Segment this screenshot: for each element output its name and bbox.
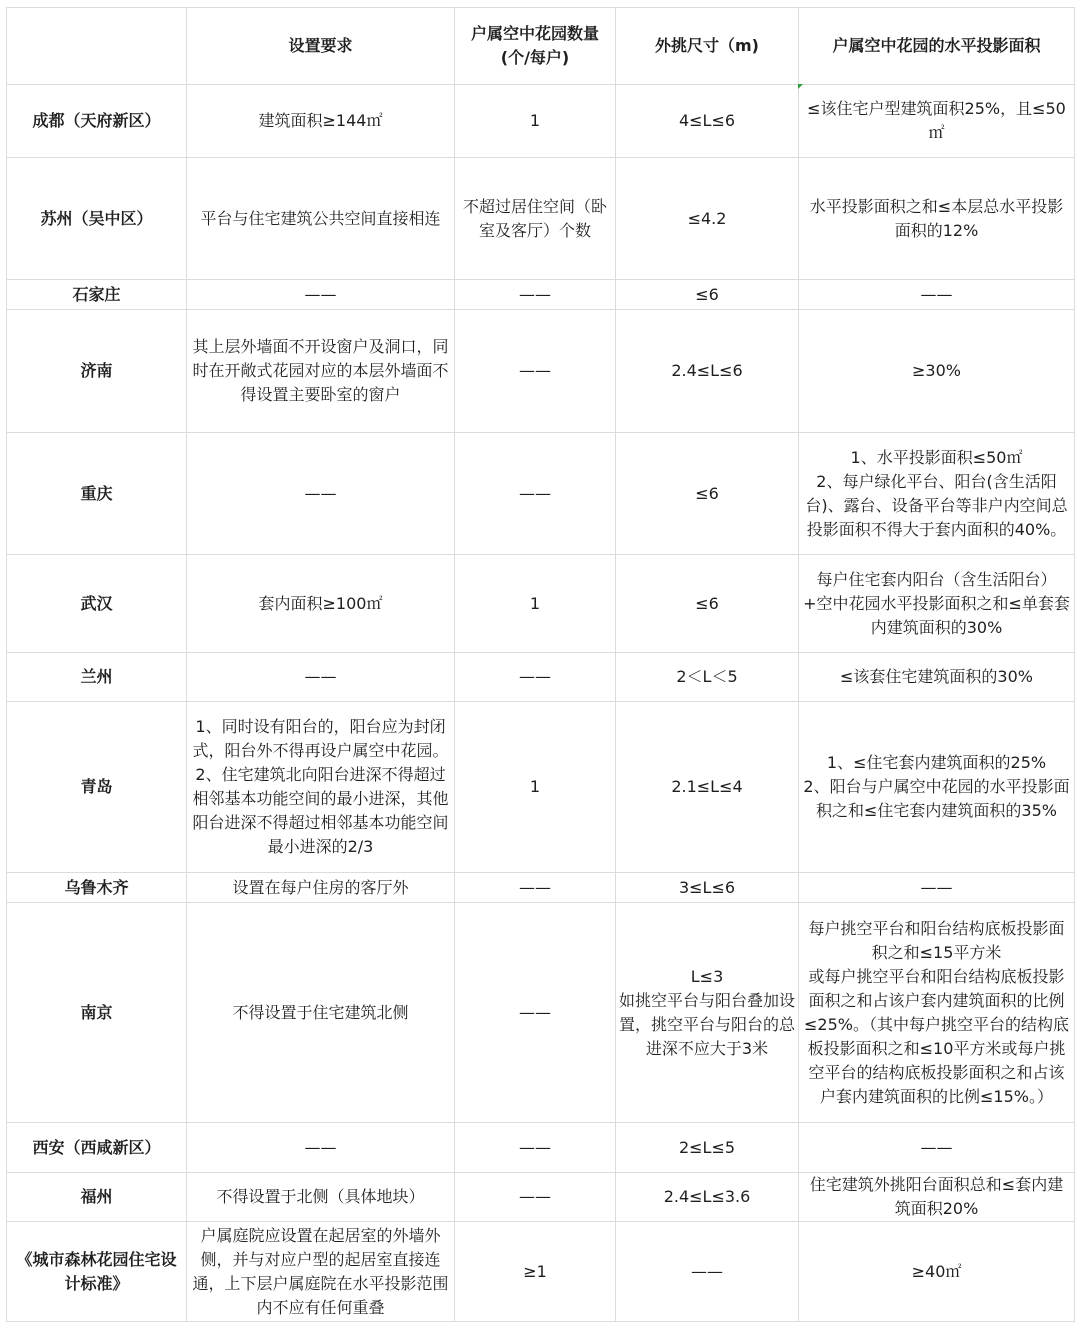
table-row bbox=[7, 702, 1075, 873]
cell-requirement: 建筑面积≥144㎡ bbox=[187, 85, 455, 158]
cell-requirement: 平台与住宅建筑公共空间直接相连 bbox=[187, 158, 455, 280]
cell-overhang: 2＜L＜5 bbox=[616, 653, 799, 702]
cell-area: —— bbox=[799, 280, 1075, 310]
cell-requirement: —— bbox=[187, 653, 455, 702]
cell-area: ≤该住宅户型建筑面积25%，且≤50㎡ bbox=[799, 85, 1075, 158]
header-requirement: 设置要求 bbox=[187, 8, 455, 85]
cell-overhang: 4≤L≤6 bbox=[616, 85, 799, 158]
table-row bbox=[7, 1123, 1075, 1173]
table-row bbox=[7, 653, 1075, 702]
header-area: 户属空中花园的水平投影面积 bbox=[799, 8, 1075, 85]
header-row bbox=[7, 8, 1075, 85]
cell-overhang: 2.4≤L≤6 bbox=[616, 310, 799, 433]
cell-count: —— bbox=[455, 1173, 616, 1222]
cell-overhang: 2.4≤L≤3.6 bbox=[616, 1173, 799, 1222]
cell-requirement: 户属庭院应设置在起居室的外墙外侧，并与对应户型的起居室直接连通，上下层户属庭院在水平投影范围内不应有任何重叠 bbox=[187, 1222, 455, 1322]
cell-city: 《城市森林花园住宅设计标准》 bbox=[7, 1222, 187, 1322]
requirements-table bbox=[6, 7, 1075, 1322]
cell-city: 成都（天府新区） bbox=[7, 85, 187, 158]
cell-area: —— bbox=[799, 1123, 1075, 1173]
cell-requirement: 不得设置于北侧（具体地块） bbox=[187, 1173, 455, 1222]
cell-requirement: —— bbox=[187, 1123, 455, 1173]
cell-city: 石家庄 bbox=[7, 280, 187, 310]
cell-area: —— bbox=[799, 873, 1075, 903]
table-row bbox=[7, 280, 1075, 310]
cell-overhang: ≤4.2 bbox=[616, 158, 799, 280]
cell-area: ≥40㎡ bbox=[799, 1222, 1075, 1322]
header-count-line1: 户属空中花园数量 bbox=[470, 24, 599, 43]
cell-requirement: 不得设置于住宅建筑北侧 bbox=[187, 903, 455, 1123]
cell-count: 不超过居住空间（卧室及客厅）个数 bbox=[455, 158, 616, 280]
cell-count: —— bbox=[455, 873, 616, 903]
cell-overhang: —— bbox=[616, 1222, 799, 1322]
cell-area: 每户挑空平台和阳台结构底板投影面积之和≤15平方米 或每户挑空平台和阳台结构底板投影面积之和占该户套内建筑面积的比例≤25%。（其中每户挑空平台的结构底板投影面积之和≤10平方米或每户挑空平台的结构底板投影面积之和占该户套内建筑面积的比例≤15%。） bbox=[799, 903, 1075, 1123]
cell-area: 1、水平投影面积≤50㎡ 2、每户绿化平台、阳台(含生活阳台)、露台、设备平台等非户内空间总投影面积不得大于套内面积的40%。 bbox=[799, 433, 1075, 555]
table-row bbox=[7, 555, 1075, 653]
cell-overhang: ≤6 bbox=[616, 280, 799, 310]
table-row bbox=[7, 1222, 1075, 1322]
cell-overhang: 3≤L≤6 bbox=[616, 873, 799, 903]
table-row bbox=[7, 85, 1075, 158]
header-count-line2: (个/每户) bbox=[500, 48, 570, 67]
cell-count: —— bbox=[455, 1123, 616, 1173]
table-row bbox=[7, 873, 1075, 903]
header-count bbox=[455, 8, 616, 85]
cell-count: ≥1 bbox=[455, 1222, 616, 1322]
cell-area: ≥30% bbox=[799, 310, 1075, 433]
cell-city: 武汉 bbox=[7, 555, 187, 653]
cell-overhang: ≤6 bbox=[616, 433, 799, 555]
cell-city: 乌鲁木齐 bbox=[7, 873, 187, 903]
cell-overhang: L≤3 如挑空平台与阳台叠加设置，挑空平台与阳台的总进深不应大于3米 bbox=[616, 903, 799, 1123]
cell-area: 水平投影面积之和≤本层总水平投影面积的12% bbox=[799, 158, 1075, 280]
cell-area: 每户住宅套内阳台（含生活阳台）+空中花园水平投影面积之和≤单套套内建筑面积的30% bbox=[799, 555, 1075, 653]
cell-count: 1 bbox=[455, 555, 616, 653]
cell-area: ≤该套住宅建筑面积的30% bbox=[799, 653, 1075, 702]
cell-overhang: 2≤L≤5 bbox=[616, 1123, 799, 1173]
cell-requirement: 设置在每户住房的客厅外 bbox=[187, 873, 455, 903]
cell-city: 青岛 bbox=[7, 702, 187, 873]
cell-area: 1、≤住宅套内建筑面积的25% 2、阳台与户属空中花园的水平投影面积之和≤住宅套内建筑面积的35% bbox=[799, 702, 1075, 873]
cell-city: 重庆 bbox=[7, 433, 187, 555]
cell-overhang: ≤6 bbox=[616, 555, 799, 653]
table-row bbox=[7, 310, 1075, 433]
cell-count: 1 bbox=[455, 702, 616, 873]
cell-count: —— bbox=[455, 433, 616, 555]
cell-overhang: 2.1≤L≤4 bbox=[616, 702, 799, 873]
header-overhang: 外挑尺寸（m) bbox=[616, 8, 799, 85]
cell-city: 南京 bbox=[7, 903, 187, 1123]
cell-requirement: 1、同时设有阳台的，阳台应为封闭式，阳台外不得再设户属空中花园。 2、住宅建筑北向阳台进深不得超过相邻基本功能空间的最小进深，其他阳台进深不得超过相邻基本功能空间最小进深的2/3 bbox=[187, 702, 455, 873]
cell-requirement: —— bbox=[187, 280, 455, 310]
cell-count: 1 bbox=[455, 85, 616, 158]
cell-city: 济南 bbox=[7, 310, 187, 433]
table-row bbox=[7, 158, 1075, 280]
cell-area: 住宅建筑外挑阳台面积总和≤套内建筑面积20% bbox=[799, 1173, 1075, 1222]
cell-count: —— bbox=[455, 653, 616, 702]
table-row bbox=[7, 903, 1075, 1123]
cell-corner-marker bbox=[798, 84, 803, 89]
cell-city: 兰州 bbox=[7, 653, 187, 702]
cell-city: 福州 bbox=[7, 1173, 187, 1222]
cell-city: 西安（西咸新区） bbox=[7, 1123, 187, 1173]
table-row bbox=[7, 1173, 1075, 1222]
cell-count: —— bbox=[455, 903, 616, 1123]
cell-requirement: —— bbox=[187, 433, 455, 555]
cell-requirement: 套内面积≥100㎡ bbox=[187, 555, 455, 653]
cell-count: —— bbox=[455, 310, 616, 433]
header-corner-cell bbox=[7, 8, 187, 85]
cell-city: 苏州（吴中区） bbox=[7, 158, 187, 280]
cell-requirement: 其上层外墙面不开设窗户及洞口，同时在开敞式花园对应的本层外墙面不得设置主要卧室的窗户 bbox=[187, 310, 455, 433]
table-row bbox=[7, 433, 1075, 555]
cell-count: —— bbox=[455, 280, 616, 310]
